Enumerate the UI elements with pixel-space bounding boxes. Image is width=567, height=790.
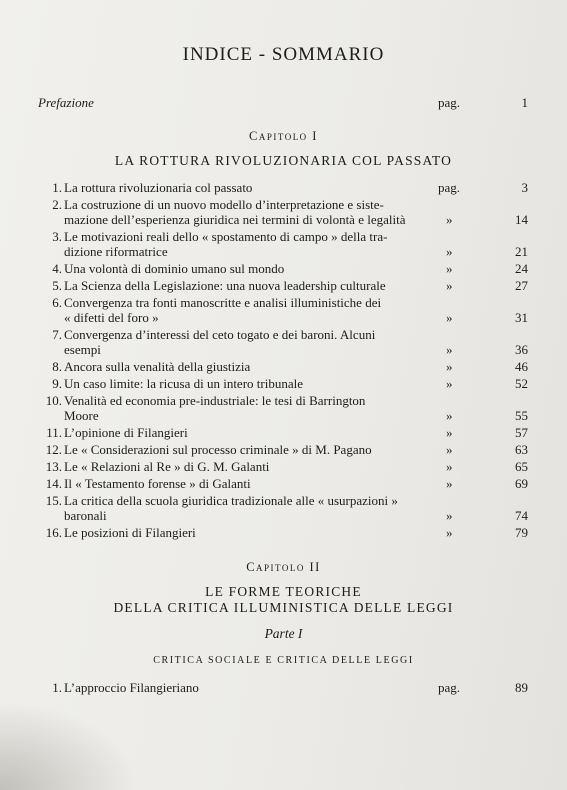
toc-entry bbox=[38, 425, 528, 440]
dot-leader bbox=[174, 244, 432, 259]
toc-entry bbox=[38, 327, 528, 357]
entry-title-continued: dizione riformatrice bbox=[64, 244, 168, 259]
dot-leader bbox=[107, 342, 432, 357]
entry-title: Ancora sulla venalità della giustizia bbox=[64, 359, 251, 374]
toc-entry bbox=[38, 359, 528, 374]
page-ref-label: » bbox=[446, 212, 453, 227]
dot-leader bbox=[194, 425, 432, 440]
toc-entry bbox=[38, 376, 528, 391]
page-number: 31 bbox=[515, 310, 528, 325]
page-ref-label: » bbox=[446, 525, 453, 540]
preface-label: Prefazione bbox=[38, 95, 94, 110]
page-number: 1 bbox=[521, 95, 528, 110]
entry-number: 12. bbox=[45, 442, 62, 457]
dot-leader bbox=[275, 459, 432, 474]
entry-number: 1. bbox=[52, 180, 62, 195]
page-number: 65 bbox=[515, 459, 528, 474]
page-number: 36 bbox=[515, 342, 528, 357]
dot-leader bbox=[165, 310, 432, 325]
entry-title: Una volontà di dominio umano sul mondo bbox=[64, 261, 285, 276]
page-ref-label: » bbox=[446, 244, 453, 259]
chapter-1-title: LA ROTTURA RIVOLUZIONARIA COL PASSATO bbox=[114, 153, 453, 168]
page-shadow bbox=[0, 700, 140, 790]
page-ref-label: » bbox=[446, 508, 453, 523]
entry-number: 11. bbox=[46, 425, 62, 440]
page-number: 52 bbox=[515, 376, 528, 391]
entry-title: Convergenza tra fonti manoscritte e analisi illuministiche dei bbox=[64, 295, 382, 310]
entry-title: La costruzione di un nuovo modello d’interpretazione e siste- bbox=[64, 197, 384, 212]
page-number: 55 bbox=[515, 408, 528, 423]
entry-number: 6. bbox=[52, 295, 62, 310]
page-number: 27 bbox=[515, 278, 528, 293]
dot-leader bbox=[202, 525, 432, 540]
toc-entry bbox=[38, 261, 528, 276]
toc-entry bbox=[38, 295, 528, 325]
page-ref-label: » bbox=[446, 376, 453, 391]
page-ref-label: » bbox=[446, 278, 453, 293]
entry-number: 14. bbox=[45, 476, 62, 491]
chapter-1-label: Capitolo I bbox=[249, 129, 318, 143]
page-number: 46 bbox=[515, 359, 528, 374]
toc-entry bbox=[38, 680, 528, 695]
page-ref-label: pag. bbox=[438, 680, 461, 695]
entry-title: Le motivazioni reali dello « spostamento di campo » della tra- bbox=[64, 229, 388, 244]
entry-number: 7. bbox=[52, 327, 62, 342]
page-ref-label: pag. bbox=[438, 180, 461, 195]
entry-title: Le posizioni di Filangieri bbox=[64, 525, 196, 540]
entry-number: 10. bbox=[45, 393, 62, 408]
entry-number: 13. bbox=[45, 459, 62, 474]
page-number: 57 bbox=[515, 425, 528, 440]
entry-title: Un caso limite: la ricusa di un intero tribunale bbox=[64, 376, 303, 391]
entry-title: L’approccio Filangieriano bbox=[64, 680, 199, 695]
page-number: 14 bbox=[515, 212, 528, 227]
entry-number: 9. bbox=[52, 376, 62, 391]
section-heading: CRITICA SOCIALE E CRITICA DELLE LEGGI bbox=[153, 655, 414, 666]
entry-number: 3. bbox=[52, 229, 62, 244]
page-number: 79 bbox=[515, 525, 528, 540]
toc-entry bbox=[38, 278, 528, 293]
toc-entry bbox=[38, 525, 528, 540]
entry-title: L’opinione di Filangieri bbox=[64, 425, 188, 440]
entry-title: Le « Considerazioni sul processo criminale » di M. Pagano bbox=[64, 442, 372, 457]
part-1-label: Parte I bbox=[264, 626, 303, 641]
page-ref-label: » bbox=[446, 342, 453, 357]
page-ref-label: » bbox=[446, 359, 453, 374]
toc-entry bbox=[38, 476, 528, 491]
dot-leader bbox=[290, 261, 432, 276]
entry-number: 5. bbox=[52, 278, 62, 293]
entry-number: 2. bbox=[52, 197, 62, 212]
entry-title: Venalità ed economia pre-industriale: le tesi di Barrington bbox=[64, 393, 366, 408]
page-ref-label: » bbox=[446, 442, 453, 457]
entry-number: 16. bbox=[45, 525, 62, 540]
entry-title-continued: esempi bbox=[64, 342, 101, 357]
entry-title-continued: « difetti del foro » bbox=[64, 310, 159, 325]
dot-leader bbox=[309, 376, 432, 391]
entry-title: Il « Testamento forense » di Galanti bbox=[64, 476, 251, 491]
entry-title: La Scienza della Legislazione: una nuova leadership culturale bbox=[64, 278, 386, 293]
toc-entry bbox=[38, 493, 528, 523]
page-ref-label: pag. bbox=[438, 95, 461, 110]
page-number: 74 bbox=[515, 508, 528, 523]
entry-number: 1. bbox=[52, 680, 62, 695]
entry-title: La critica della scuola giuridica tradizionale alle « usurpazioni » bbox=[64, 493, 398, 508]
entry-number: 15. bbox=[45, 493, 62, 508]
dot-leader bbox=[392, 278, 432, 293]
chapter-2-label: Capitolo II bbox=[246, 560, 321, 574]
chapter-2-title-line1: LE FORME TEORICHE bbox=[205, 584, 362, 599]
chapter-2-title-line2: DELLA CRITICA ILLUMINISTICA DELLE LEGGI bbox=[113, 600, 454, 615]
dot-leader bbox=[113, 508, 432, 523]
toc-entry bbox=[38, 459, 528, 474]
page-ref-label: » bbox=[446, 425, 453, 440]
entry-title: Convergenza d’interessi del ceto togato e dei baroni. Alcuni bbox=[64, 327, 376, 342]
dot-leader bbox=[256, 359, 432, 374]
page-ref-label: » bbox=[446, 310, 453, 325]
page-number: 24 bbox=[515, 261, 528, 276]
page-ref-label: » bbox=[446, 476, 453, 491]
entry-number: 4. bbox=[52, 261, 62, 276]
page-ref-label: » bbox=[446, 459, 453, 474]
page-number: 69 bbox=[515, 476, 528, 491]
page-number: 89 bbox=[515, 680, 528, 695]
entry-title: Le « Relazioni al Re » di G. M. Galanti bbox=[64, 459, 270, 474]
entry-title-continued: baronali bbox=[64, 508, 107, 523]
dot-leader bbox=[258, 180, 432, 195]
toc-entry bbox=[38, 180, 528, 195]
page-ref-label: » bbox=[446, 408, 453, 423]
entry-number: 8. bbox=[52, 359, 62, 374]
dot-leader bbox=[378, 442, 432, 457]
toc-entry bbox=[38, 229, 528, 259]
dot-leader bbox=[257, 476, 432, 491]
dot-leader bbox=[411, 212, 432, 227]
page-title: INDICE - SOMMARIO bbox=[182, 44, 385, 65]
dot-leader bbox=[102, 95, 432, 110]
page-ref-label: » bbox=[446, 261, 453, 276]
toc-entry bbox=[38, 442, 528, 457]
dot-leader bbox=[105, 408, 432, 423]
toc-entry bbox=[38, 197, 528, 227]
entry-title-continued: Moore bbox=[64, 408, 99, 423]
page-number: 21 bbox=[515, 244, 528, 259]
page-number: 3 bbox=[521, 180, 528, 195]
toc-entry bbox=[38, 393, 528, 423]
entry-title-continued: mazione dell’esperienza giuridica nei termini di volontà e legalità bbox=[64, 212, 406, 227]
dot-leader bbox=[205, 680, 432, 695]
entry-title: La rottura rivoluzionaria col passato bbox=[64, 180, 253, 195]
page-number: 63 bbox=[515, 442, 528, 457]
